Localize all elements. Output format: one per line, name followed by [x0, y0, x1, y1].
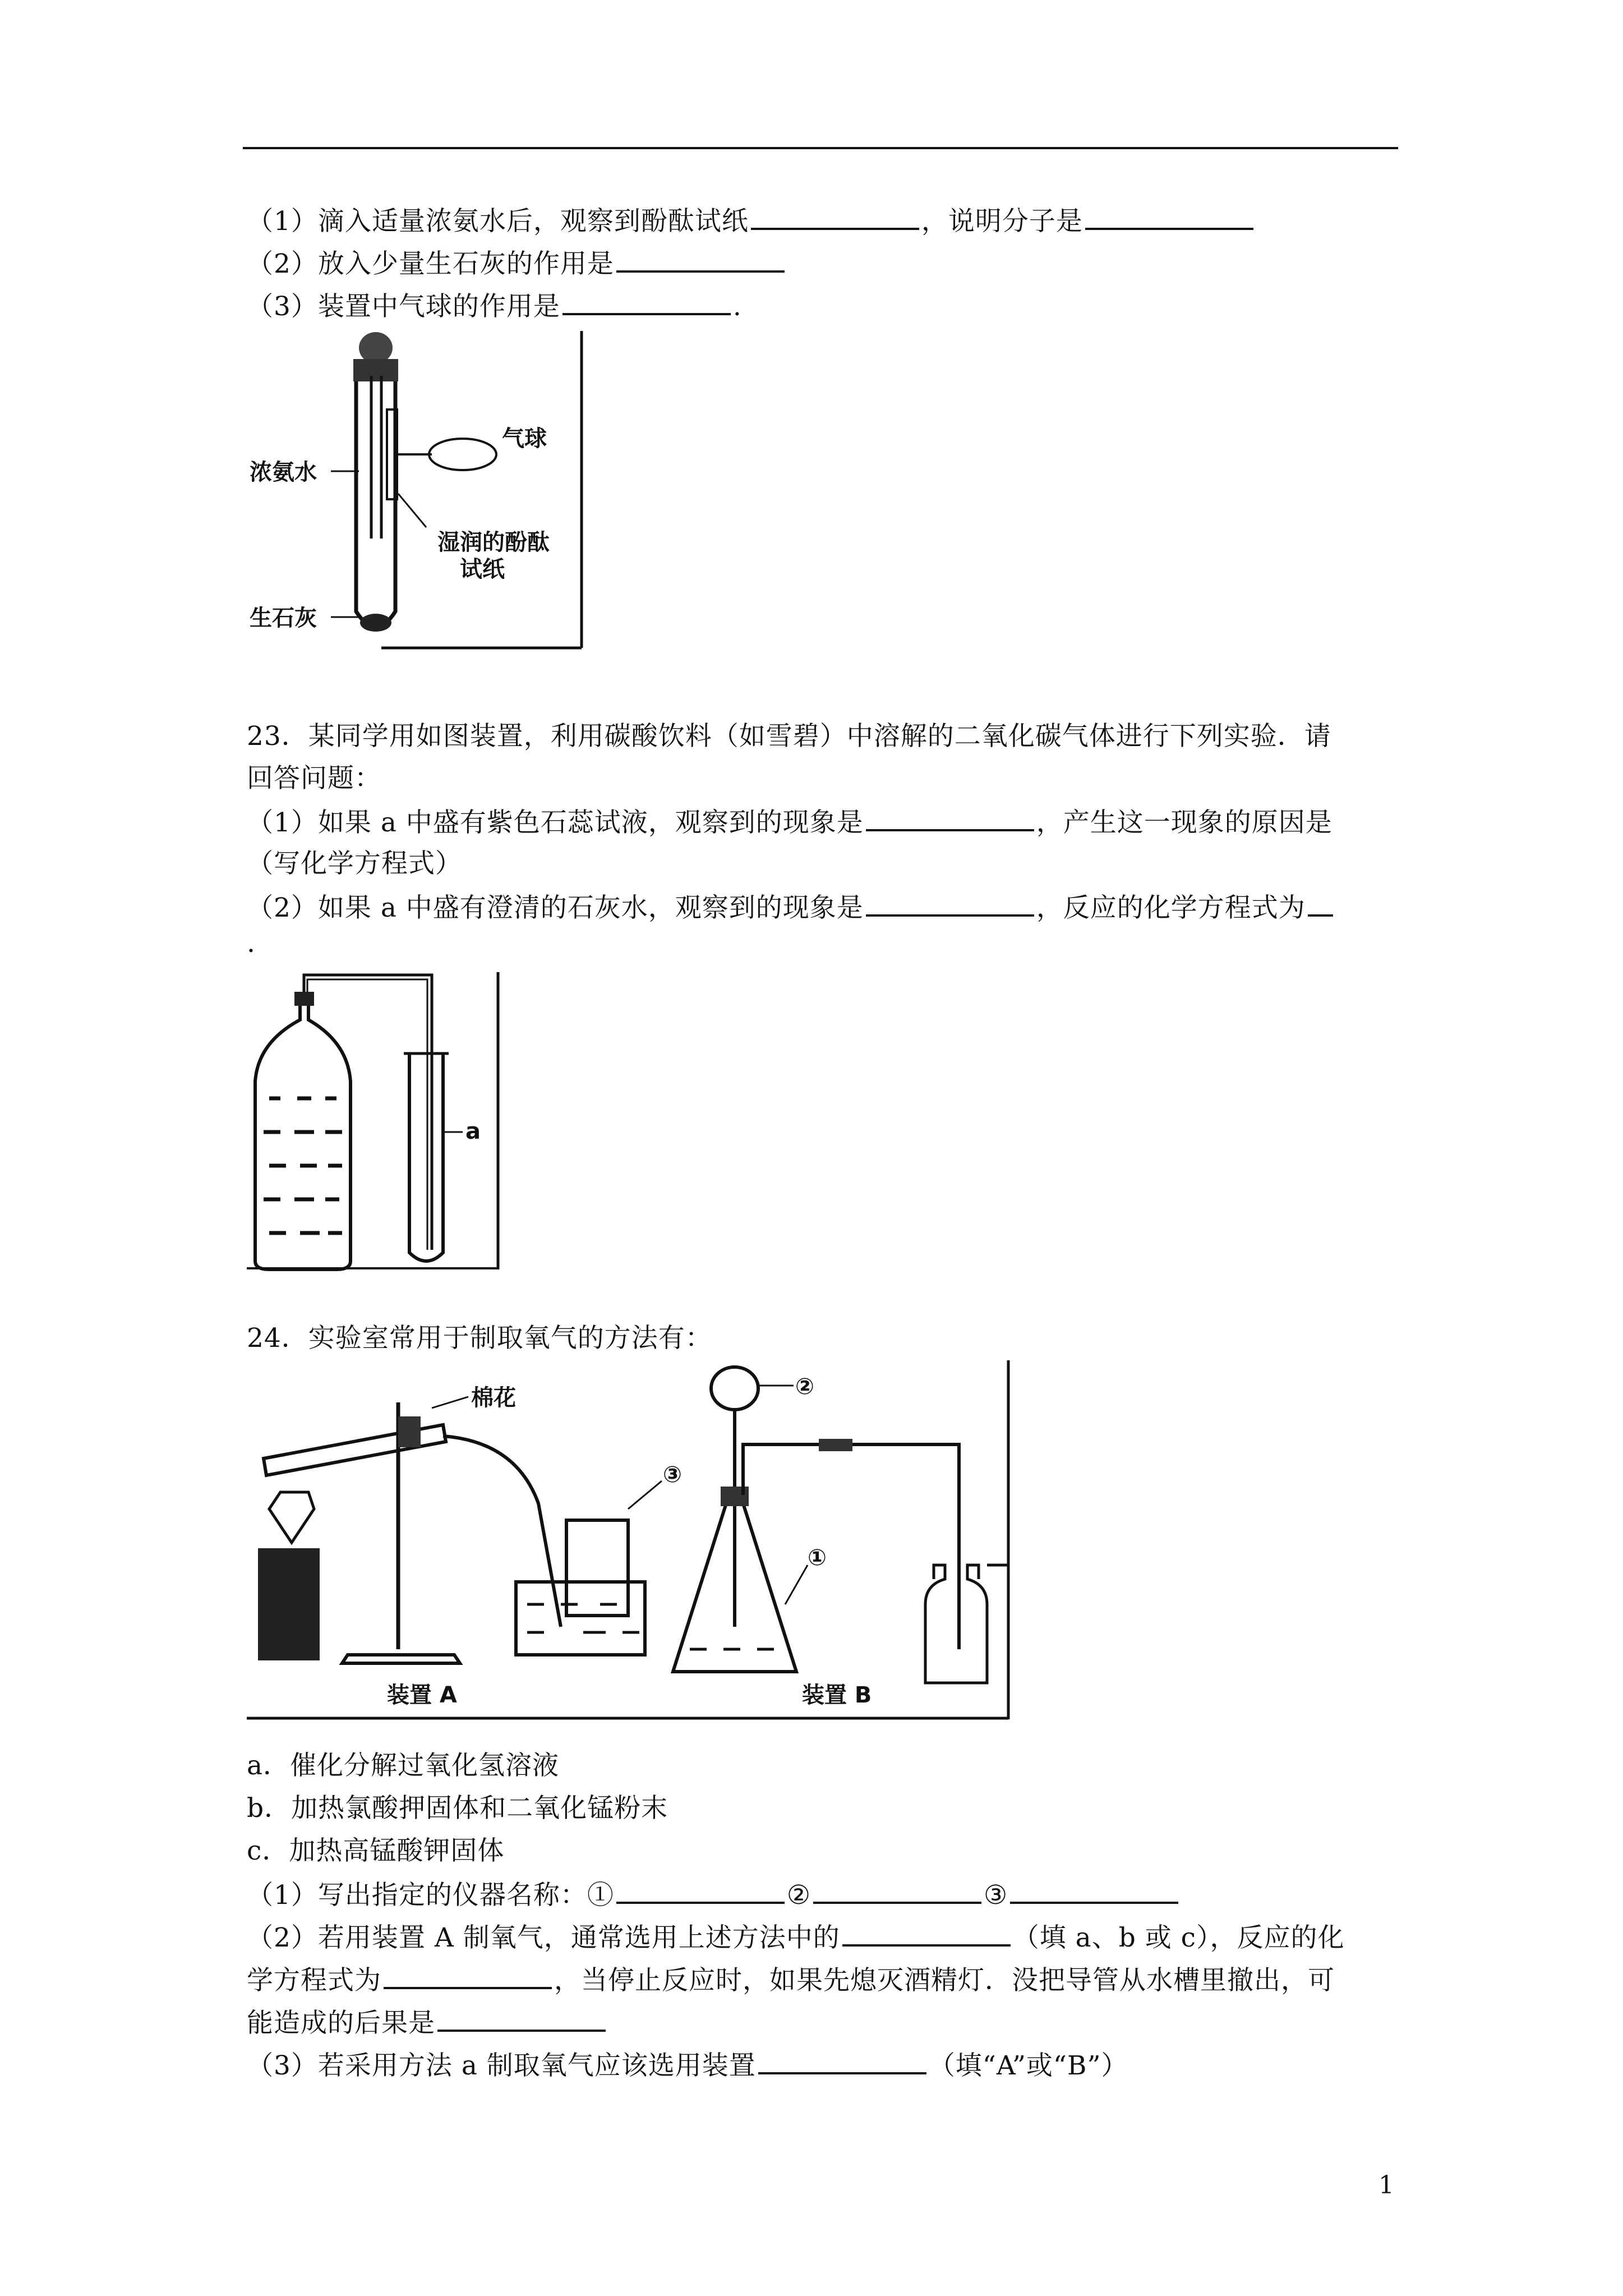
lime-label: 生石灰: [250, 605, 317, 631]
device-a-label: 装置 A: [387, 1682, 457, 1708]
ammonia-label: 浓氨水: [250, 459, 317, 485]
q23-line-1: 23．某同学用如图装置，利用碳酸饮料（如雪碧）中溶解的二氧化碳气体进行下列实验．请: [247, 721, 1331, 752]
soda-bottle-figure: [247, 969, 505, 1272]
answer-blank[interactable]: [866, 890, 1034, 917]
answer-blank[interactable]: [562, 288, 731, 315]
answer-blank[interactable]: [1010, 1877, 1178, 1904]
answer-blank[interactable]: [751, 203, 919, 230]
balloon-label: 气球: [502, 426, 547, 452]
circle-1-label: ①: [808, 1545, 827, 1571]
answer-blank[interactable]: [866, 804, 1034, 831]
answer-blank[interactable]: [1308, 890, 1333, 917]
cotton-label: 棉花: [471, 1385, 516, 1411]
q24-sub-3: （3）若采用方法 a 制取氧气应该选用装置 （填“A”或“B”）: [247, 2047, 1128, 2083]
answer-blank[interactable]: [616, 246, 785, 273]
q24-title: 24．实验室常用于制取氧气的方法有：: [247, 1323, 712, 1354]
q24-option-a: a．催化分解过氧化氢溶液: [247, 1750, 560, 1781]
paper-label-1: 湿润的酚酞: [437, 530, 550, 555]
q23-line-6: .: [247, 928, 256, 959]
circle-2-label: ②: [795, 1374, 814, 1400]
answer-blank[interactable]: [437, 2005, 606, 2032]
answer-blank[interactable]: [1085, 203, 1253, 230]
q24-sub-2-line-2: 学方程式为 ，当停止反应时，如果先熄灭酒精灯．没把导管从水槽里撤出，可: [247, 1962, 1335, 1998]
device-b-label: 装置 B: [802, 1682, 872, 1708]
paper-label-2: 试纸: [460, 556, 505, 582]
ammonia-test-tube-figure: [247, 325, 589, 651]
answer-blank[interactable]: [758, 2047, 926, 2074]
q23-line-2: 回答问题：: [247, 763, 381, 794]
q23-line-4: （写化学方程式）: [247, 848, 462, 879]
q24-sub-2-line-3: 能造成的后果是: [247, 2005, 608, 2040]
test-tube-a-label: a: [465, 1119, 481, 1144]
q22-line-1: （1）滴入适量浓氨水后，观察到酚酞试纸 ，说明分子是: [247, 203, 1256, 238]
page-number: 1: [1378, 2171, 1394, 2200]
q24-option-b: b．加热氯酸押固体和二氧化锰粉末: [247, 1793, 668, 1824]
circle-3-label: ③: [663, 1462, 682, 1488]
q22-line-3: （3）装置中气球的作用是 .: [247, 288, 742, 324]
answer-blank[interactable]: [813, 1877, 981, 1904]
oxygen-apparatus-figure: [247, 1358, 1015, 1722]
answer-blank[interactable]: [842, 1920, 1011, 1947]
answer-blank[interactable]: [616, 1877, 785, 1904]
q24-option-c: c．加热高锰酸钾固体: [247, 1835, 505, 1866]
q24-sub-1: （1）写出指定的仪器名称：① ② ③: [247, 1877, 1181, 1912]
q23-line-3: （1）如果 a 中盛有紫色石蕊试液，观察到的现象是 ，产生这一现象的原因是: [247, 804, 1332, 840]
answer-blank[interactable]: [384, 1962, 552, 1989]
q23-line-5: （2）如果 a 中盛有澄清的石灰水，观察到的现象是 ，反应的化学方程式为: [247, 890, 1335, 925]
q24-sub-2-line-1: （2）若用装置 A 制氧气，通常选用上述方法中的 （填 a、b 或 c），反应的化: [247, 1920, 1344, 1955]
q22-line-2: （2）放入少量生石灰的作用是: [247, 246, 787, 281]
header-rule: [243, 147, 1398, 149]
